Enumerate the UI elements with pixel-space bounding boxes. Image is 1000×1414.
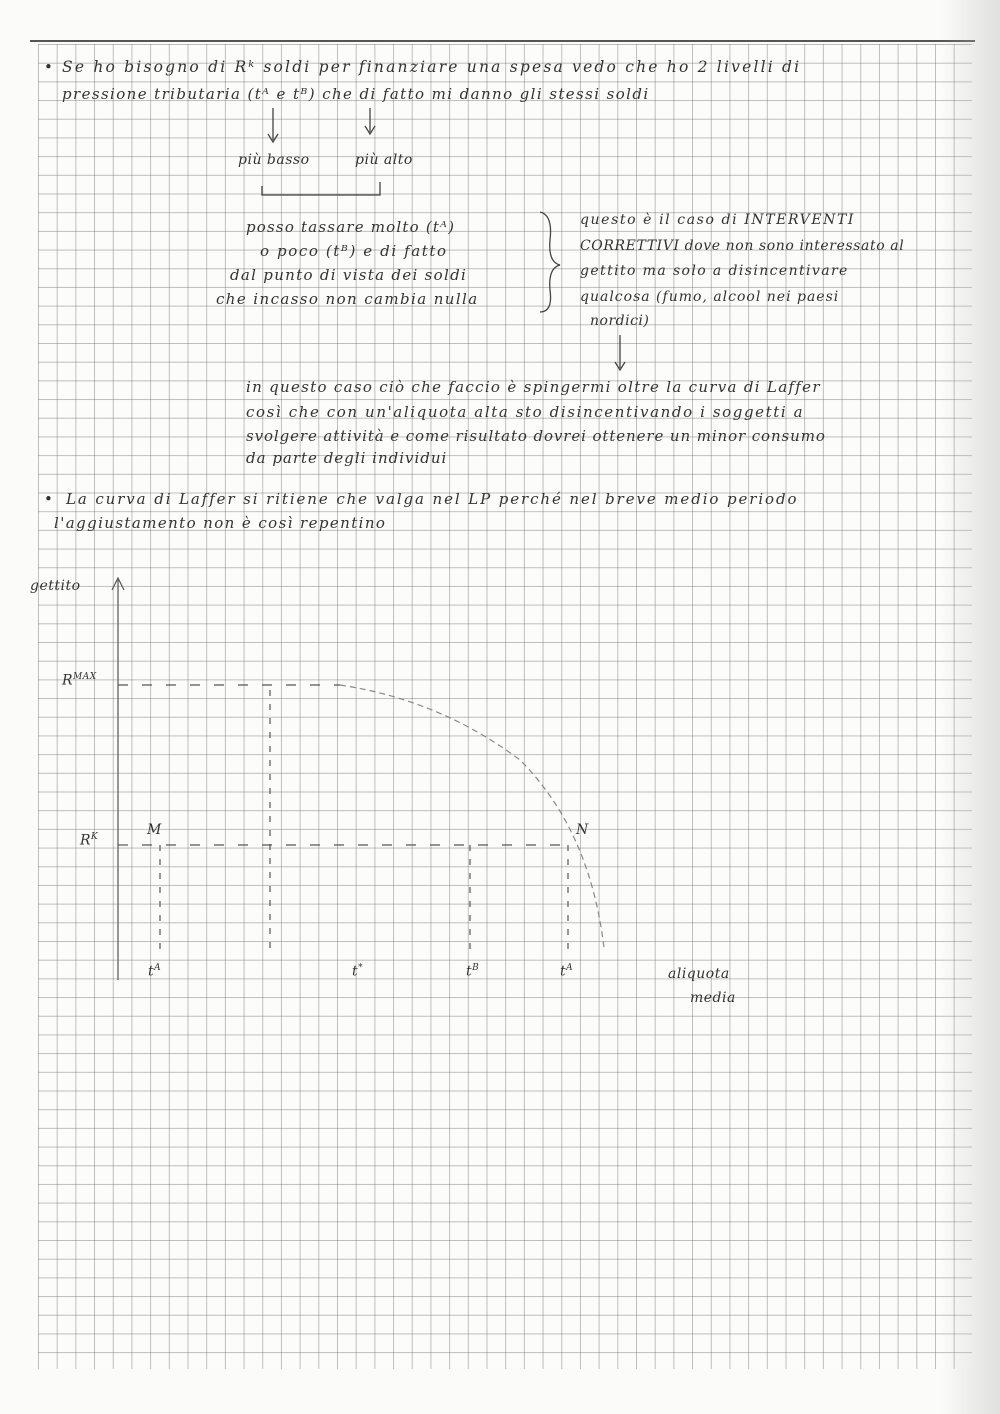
rmax-label	[62, 672, 97, 689]
t-a-label	[560, 963, 573, 980]
label-piu-basso: più basso	[238, 152, 310, 168]
point-m-label: M	[147, 822, 162, 838]
y-axis-label: gettito	[30, 578, 81, 594]
t-low-letter: t	[148, 963, 155, 980]
t-a-letter: t	[560, 963, 567, 980]
rmax-letter: R	[62, 672, 74, 689]
rk-label	[80, 832, 98, 849]
bullet-2: •	[44, 490, 54, 508]
t-star-label	[352, 963, 363, 980]
t-star-letter: t	[352, 963, 359, 980]
laffer-line-1: La curva di Laffer si ritiene che valga nel LP perché nel breve medio periodo	[66, 490, 799, 508]
t-b-letter: t	[466, 963, 473, 980]
t-low-label	[148, 963, 161, 980]
right-block-line-5: nordici)	[590, 313, 650, 329]
mid-block-line-2: così che con un'aliquota alta sto disincentivando i soggetti a	[246, 403, 805, 421]
right-block-line-1: questo è il caso di INTERVENTI	[580, 212, 856, 228]
x-axis-label-1: aliquota	[668, 966, 730, 982]
laffer-curve	[340, 685, 604, 948]
mid-block-line-3: svolgere attività e come risultato dovrei ottenere un minor consumo	[246, 427, 826, 445]
note-line-1: Se ho bisogno di Rᵏ soldi per finanziare una spesa vedo che ho 2 livelli di	[62, 58, 802, 76]
mid-block-line-1: in questo caso ciò che faccio è spingermi oltre la curva di Laffer	[246, 378, 821, 396]
mid-block-line-4: da parte degli individui	[246, 449, 448, 467]
t-star-sup: *	[358, 963, 364, 973]
left-block-line-2: o poco (tᴮ) e di fatto	[260, 242, 448, 260]
rmax-sup: MAX	[73, 672, 97, 682]
bullet-1: •	[44, 58, 54, 76]
rk-sup: K	[91, 832, 99, 842]
note-line-2: pressione tributaria (tᴬ e tᴮ) che di fatto mi danno gli stessi soldi	[62, 85, 650, 103]
t-a-sup: A	[566, 963, 574, 973]
t-b-label	[466, 963, 479, 980]
left-block-line-4: che incasso non cambia nulla	[216, 290, 479, 308]
left-block-line-1: posso tassare molto (tᴬ)	[246, 218, 456, 236]
left-block-line-3: dal punto di vista dei soldi	[230, 266, 468, 284]
t-low-sup: A	[154, 963, 162, 973]
x-axis-label-2: media	[690, 990, 736, 1006]
label-piu-alto: più alto	[355, 152, 413, 168]
right-block-line-3: gettito ma solo a disincentivare	[580, 263, 849, 279]
t-b-sup: B	[472, 963, 480, 973]
rk-letter: R	[80, 832, 92, 849]
point-n-label: N	[576, 822, 589, 838]
laffer-line-2: l'aggiustamento non è così repentino	[54, 514, 387, 532]
right-block-line-2: CORRETTIVI dove non sono interessato al	[580, 238, 905, 254]
right-block-line-4: qualcosa (fumo, alcool nei paesi	[580, 289, 840, 305]
